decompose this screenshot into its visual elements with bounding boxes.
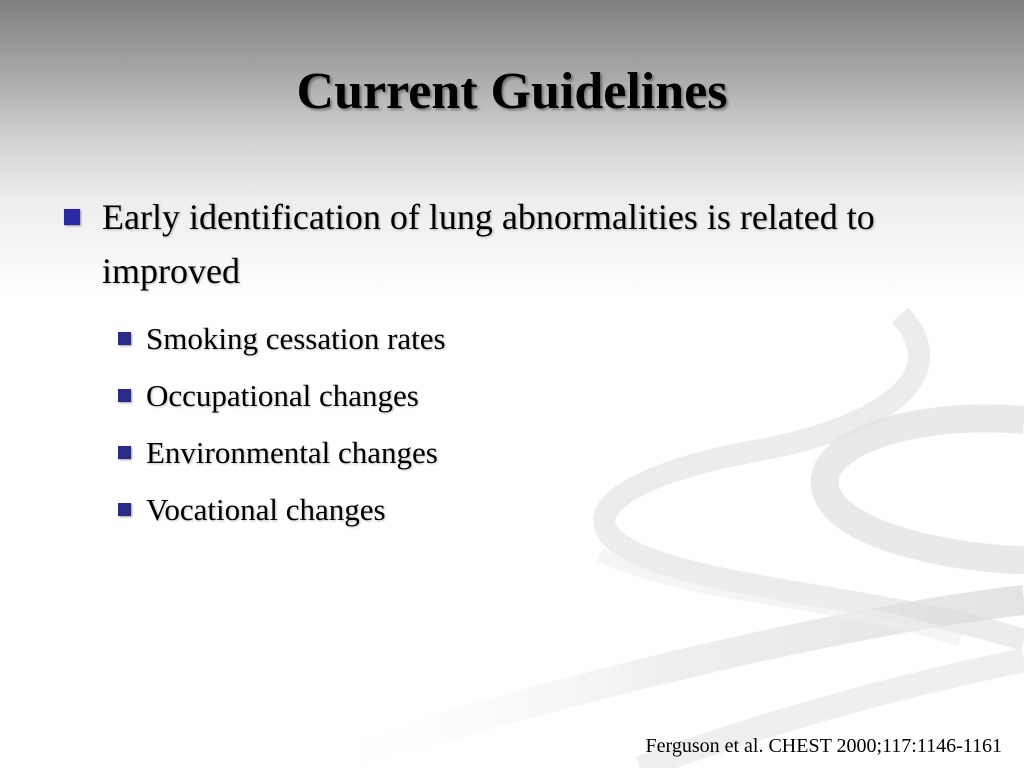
- main-bullet: [60, 190, 940, 298]
- slide-content: [60, 190, 940, 538]
- square-bullet-icon: [118, 389, 131, 402]
- sub-bullet-item: [60, 481, 940, 538]
- citation: Ferguson et al. CHEST 2000;117:1146-1161: [645, 735, 1002, 757]
- square-bullet-icon: [118, 446, 131, 459]
- sub-bullet-list: [60, 310, 940, 538]
- sub-bullet-text: Environmental changes: [146, 435, 438, 470]
- sub-bullet-item: [60, 310, 940, 367]
- sub-bullet-item: [60, 424, 940, 481]
- main-bullet-text: Early identification of lung abnormalities is related to improved: [102, 197, 875, 291]
- sub-bullet-item: [60, 367, 940, 424]
- sub-bullet-text: Vocational changes: [146, 492, 386, 527]
- square-bullet-icon: [118, 503, 131, 516]
- sub-bullet-text: Occupational changes: [146, 378, 419, 413]
- slide-title: Current Guidelines: [296, 63, 728, 120]
- sub-bullet-text: Smoking cessation rates: [146, 321, 446, 356]
- square-bullet-icon: [64, 209, 80, 225]
- square-bullet-icon: [118, 332, 131, 345]
